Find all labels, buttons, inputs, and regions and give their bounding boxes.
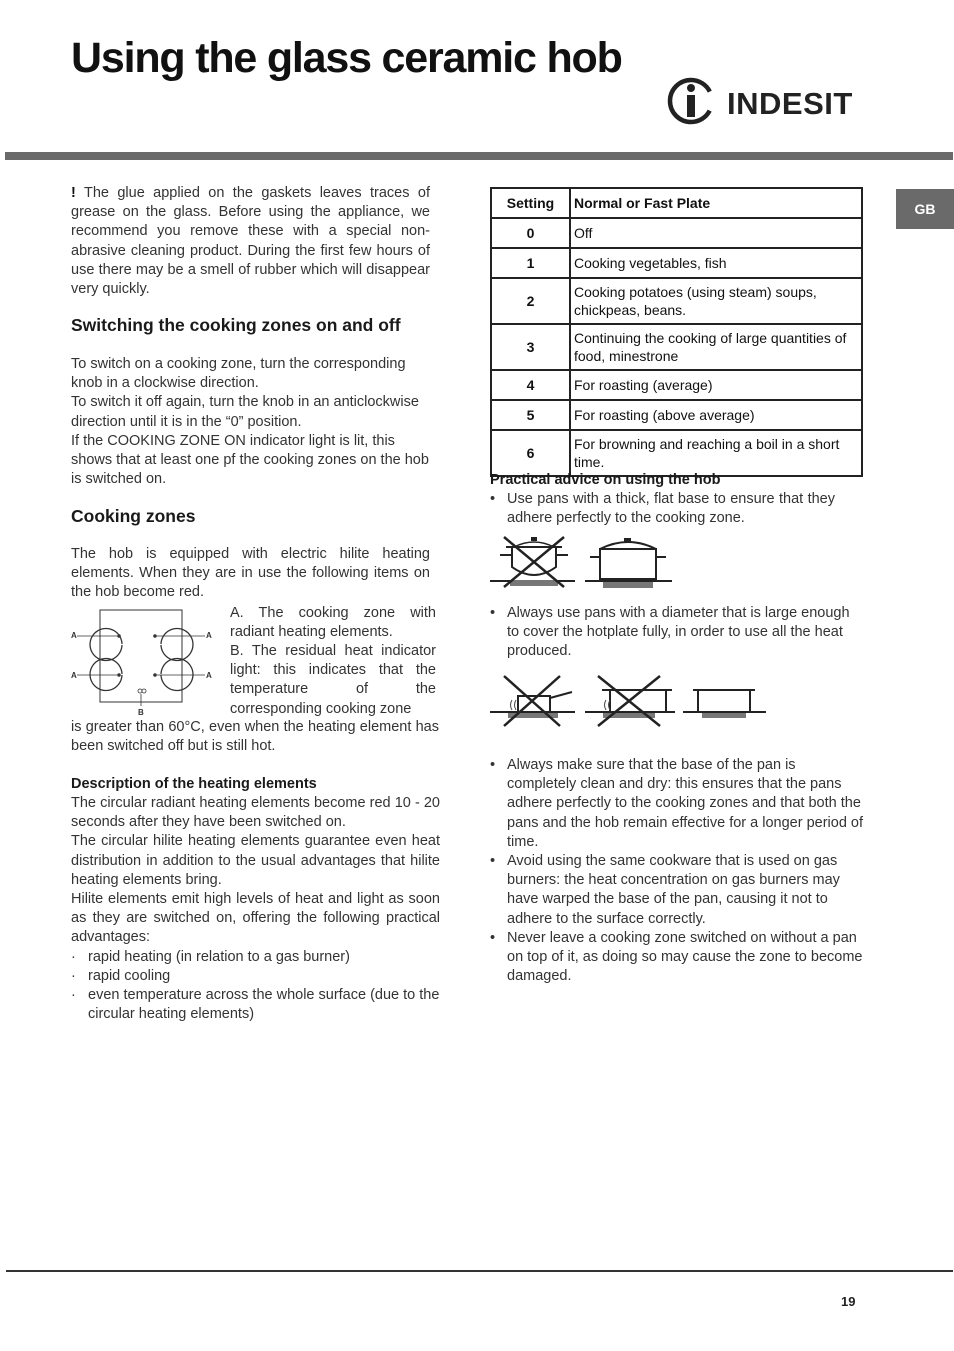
description-p1: The circular radiant heating elements become red 10 - 20 seconds after they have been switched on.	[71, 795, 440, 831]
bullet-mark: •	[490, 605, 496, 621]
advice-tip-clean	[490, 756, 864, 852]
zone-item-b-part2: is greater than 60°C, even when the heating element has been switched off but is still hot.	[71, 719, 439, 755]
label-b: B	[138, 708, 144, 717]
warning-text: The glue applied on the gaskets leaves traces of grease on the glass. Before using the appliance, we recommend you remove these with a special non-abrasive cleaning product. During the first few hours of use there may be a smell of rubber which will disappear very quickly.	[71, 185, 430, 298]
table-row	[491, 218, 862, 248]
cooking-zones-intro: The hob is equipped with electric hilite heating elements. When they are in use the following items on the hob become red.	[71, 546, 430, 601]
bullet-mark: ·	[71, 967, 76, 984]
description-p2: The circular hilite heating elements guarantee even heat distribution in addition to the usual advantages that hilite heating elements bring.	[71, 833, 440, 888]
page-title: Using the glass ceramic hob	[71, 34, 622, 82]
setting-value: 1	[491, 248, 570, 278]
setting-value: 6	[491, 430, 570, 476]
zone-item-b-part1: B. The residual heat indicator light: this indicates that the temperature of the corresponding cooking zone	[230, 643, 436, 717]
footer-divider	[6, 1270, 953, 1272]
switching-line-off: To switch it off again, turn the knob in an anticlockwise direction until it is in the “0” position.	[71, 394, 419, 430]
table-row	[491, 370, 862, 400]
setting-description: Cooking potatoes (using steam) soups, chickpeas, beans.	[570, 278, 862, 324]
setting-description: Off	[570, 218, 862, 248]
setting-description: Continuing the cooking of large quantities of food, minestrone	[570, 324, 862, 370]
table-row	[491, 430, 862, 476]
cooking-zones-heading: Cooking zones	[71, 506, 196, 526]
language-tab: GB	[896, 189, 954, 229]
setting-description: For roasting (above average)	[570, 400, 862, 430]
pan-base-diagram	[490, 533, 675, 591]
bullet-mark: •	[490, 853, 496, 870]
advantage-item	[71, 948, 440, 967]
hob-diagram	[68, 604, 218, 720]
setting-description: Cooking vegetables, fish	[570, 248, 862, 278]
table-row	[491, 324, 862, 370]
label-a-1: A	[71, 631, 77, 640]
advice-tip-empty	[490, 929, 864, 987]
advice-tip-gas	[490, 852, 864, 929]
bullet-mark: ·	[71, 948, 76, 965]
advantage-item	[71, 986, 440, 1024]
bullet-mark: •	[490, 757, 496, 773]
label-a-2: A	[206, 631, 212, 640]
table-row	[491, 248, 862, 278]
setting-description: For browning and reaching a boil in a short time.	[570, 430, 862, 476]
setting-value: 3	[491, 324, 570, 370]
warning-note	[71, 184, 430, 299]
table-row	[491, 400, 862, 430]
tip-text: Avoid using the same cookware that is used on gas burners: the heat concentration on gas burners may have warped the base of the pan, causing it not to adhere to the surface correctly.	[507, 853, 840, 927]
tip-text: Always use pans with a diameter that is large enough to cover the hotplate fully, in order to use all the heat produced.	[507, 605, 850, 660]
tip-text: Always make sure that the base of the pan is completely clean and dry: this ensures that the pans adhere perfectly to the cooking zones and that both the pans and the hob remain effective for a longer period of time.	[507, 757, 864, 850]
bullet-mark: •	[490, 491, 496, 507]
label-a-4: A	[206, 671, 212, 680]
description-text	[71, 794, 440, 1024]
description-heading: Description of the heating elements	[71, 776, 317, 792]
description-p3: Hilite elements emit high levels of heat and light as soon as they are switched on, offering the following practical advantages:	[71, 891, 440, 946]
tip-text: Use pans with a thick, flat base to ensure that they adhere perfectly to the cooking zone.	[507, 491, 835, 527]
advice-tip-2	[490, 604, 860, 662]
setting-value: 0	[491, 218, 570, 248]
switching-line-on: To switch on a cooking zone, turn the corresponding knob in a clockwise direction.	[71, 356, 406, 392]
setting-description: For roasting (average)	[570, 370, 862, 400]
bullet-mark: •	[490, 929, 496, 946]
table-header-setting: Setting	[491, 188, 570, 218]
bullet-mark: ·	[71, 987, 76, 1004]
page-number: 19	[841, 1294, 856, 1309]
setting-value: 2	[491, 278, 570, 324]
advice-tips-more	[490, 756, 864, 986]
label-a-3: A	[71, 671, 77, 680]
advice-heading: Practical advice on using the hob	[490, 472, 721, 488]
table-header-row	[491, 188, 862, 218]
setting-value: 4	[491, 370, 570, 400]
advantage-text: even temperature across the whole surface (due to the circular heating elements)	[88, 987, 440, 1023]
indesit-logo	[667, 72, 867, 132]
header-divider	[5, 152, 953, 160]
tip-text: Never leave a cooking zone switched on without a pan on top of it, as doing so may cause the zone to become damaged.	[507, 929, 863, 985]
advantage-item	[71, 967, 440, 986]
settings-table	[490, 187, 863, 477]
advantage-text: rapid heating (in relation to a gas burner)	[88, 948, 350, 965]
switching-line-indicator: If the COOKING ZONE ON indicator light is lit, this shows that at least one pf the cooking zones on the hob is switched on.	[71, 432, 429, 488]
brand-name: INDESIT	[727, 86, 853, 121]
warning-mark: !	[71, 185, 76, 201]
setting-value: 5	[491, 400, 570, 430]
table-header-plate: Normal or Fast Plate	[570, 188, 862, 218]
table-row	[491, 278, 862, 324]
advantage-text: rapid cooling	[88, 967, 171, 984]
advice-tip-1	[490, 490, 835, 528]
zone-item-a: A. The cooking zone with radiant heating elements.	[230, 605, 436, 641]
switching-heading: Switching the cooking zones on and off	[71, 315, 401, 335]
pan-diameter-diagram	[490, 672, 770, 730]
switching-text	[71, 355, 438, 489]
